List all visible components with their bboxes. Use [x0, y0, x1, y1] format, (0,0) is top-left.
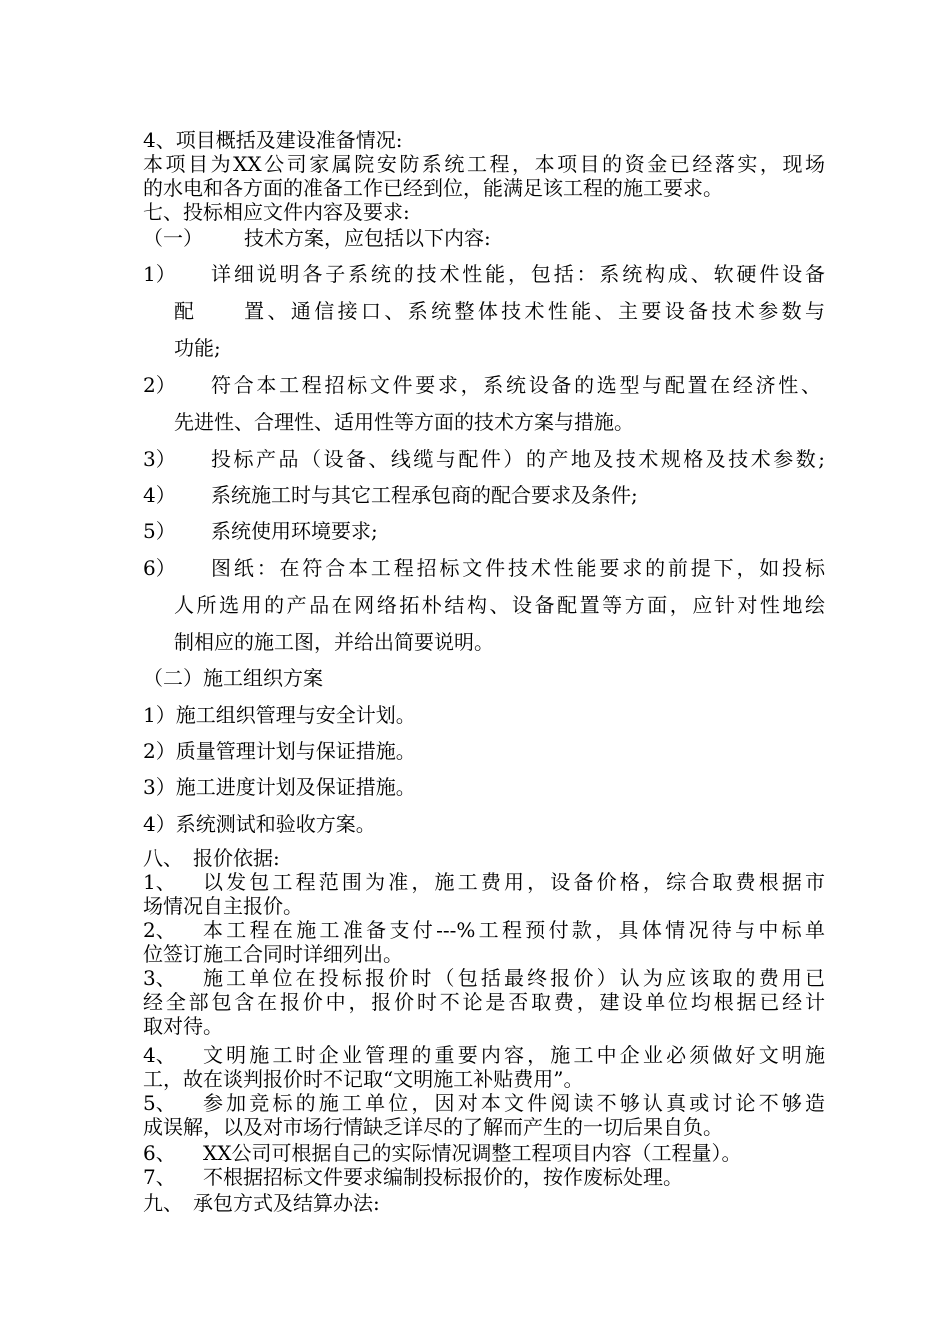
section-4-heading: 4、项目概括及建设准备情况: — [143, 128, 403, 152]
s8-item-3-number: 3、 — [143, 966, 176, 990]
tech-item-2-number: 2） — [143, 373, 176, 397]
s8-item-4-line-2: 工，故在谈判报价时不记取“文明施工补贴费用”。 — [143, 1067, 584, 1091]
s8-item-2-line-1: 本工程在施工准备支付---%工程预付款，具体情况待与中标单 — [203, 918, 825, 942]
tech-item-5-line-1: 系统使用环境要求; — [211, 519, 378, 543]
tech-item-5-number: 5） — [143, 519, 176, 543]
tech-item-2-line-2: 先进性、合理性、适用性等方面的技术方案与措施。 — [174, 410, 634, 434]
org-plan-heading: （二）施工组织方案 — [143, 666, 323, 690]
tech-item-6-line-2: 人所选用的产品在网络拓朴结构、设备配置等方面，应针对性地绘 — [174, 593, 825, 617]
tech-item-4-line-1: 系统施工时与其它工程承包商的配合要求及条件; — [211, 483, 638, 507]
tech-item-3-line-1: 投标产品（设备、线缆与配件）的产地及技术规格及技术参数; — [211, 447, 825, 471]
s8-item-2-line-2: 位签订施工合同时详细列出。 — [143, 942, 403, 966]
tech-plan-heading: 技术方案，应包括以下内容: — [244, 226, 491, 250]
org-item-2: 2）质量管理计划与保证措施。 — [143, 739, 416, 763]
tech-item-1-line-1: 详细说明各子系统的技术性能，包括：系统构成、软硬件设备 — [211, 262, 825, 286]
tech-item-6-line-1: 图纸：在符合本工程招标文件技术性能要求的前提下，如投标 — [211, 556, 825, 580]
s8-item-1-number: 1、 — [143, 870, 176, 894]
org-item-3: 3）施工进度计划及保证措施。 — [143, 775, 416, 799]
s8-item-5-line-2: 成误解，以及对市场行情缺乏详尽的了解而产生的一切后果自负。 — [143, 1115, 723, 1139]
tech-plan-heading-number: （一） — [143, 226, 203, 250]
org-item-4: 4）系统测试和验收方案。 — [143, 812, 376, 836]
s8-item-3-line-1: 施工单位在投标报价时（包括最终报价）认为应该取的费用已 — [203, 966, 825, 990]
s8-item-4-line-1: 文明施工时企业管理的重要内容，施工中企业必须做好文明施 — [203, 1043, 825, 1067]
s8-item-5-number: 5、 — [143, 1091, 176, 1115]
section-8-heading: 八、 报价依据: — [143, 846, 280, 870]
tech-item-2-line-1: 符合本工程招标文件要求，系统设备的选型与配置在经济性、 — [211, 373, 821, 397]
s8-item-3-line-2: 经全部包含在报价中，报价时不论是否取费，建设单位均根据已经计 — [143, 990, 825, 1014]
tech-item-6-number: 6） — [143, 556, 176, 580]
s8-item-7-number: 7、 — [143, 1165, 176, 1189]
s8-item-1-line-1: 以发包工程范围为准，施工费用，设备价格，综合取费根据市 — [203, 870, 825, 894]
org-item-1: 1）施工组织管理与安全计划。 — [143, 703, 416, 727]
s8-item-1-line-2: 场情况自主报价。 — [143, 894, 303, 918]
s8-item-3-line-3: 取对待。 — [143, 1014, 223, 1038]
tech-item-1-line-2: 配 置、通信接口、系统整体技术性能、主要设备技术参数与 — [174, 299, 825, 323]
s8-item-7-line-1: 不根据招标文件要求编制投标报价的，按作废标处理。 — [203, 1165, 683, 1189]
section-7-heading: 七、投标相应文件内容及要求: — [143, 200, 410, 224]
section-4-text-line-1: 本项目为XX公司家属院安防系统工程，本项目的资金已经落实，现场 — [143, 152, 825, 176]
s8-item-5-line-1: 参加竞标的施工单位，因对本文件阅读不够认真或讨论不够造 — [203, 1091, 825, 1115]
tech-item-6-line-3: 制相应的施工图，并给出简要说明。 — [174, 630, 494, 654]
tech-item-4-number: 4） — [143, 483, 176, 507]
tech-item-1-number: 1） — [143, 262, 176, 286]
tech-item-1-line-3: 功能; — [174, 336, 221, 360]
section-9-heading: 九、 承包方式及结算办法: — [143, 1191, 380, 1215]
s8-item-2-number: 2、 — [143, 918, 176, 942]
section-4-text-line-2: 的水电和各方面的准备工作已经到位，能满足该工程的施工要求。 — [143, 176, 723, 200]
s8-item-4-number: 4、 — [143, 1043, 176, 1067]
s8-item-6-line-1: XX公司可根据自己的实际情况调整工程项目内容（工程量）。 — [203, 1141, 742, 1165]
s8-item-6-number: 6、 — [143, 1141, 176, 1165]
tech-item-3-number: 3） — [143, 447, 176, 471]
